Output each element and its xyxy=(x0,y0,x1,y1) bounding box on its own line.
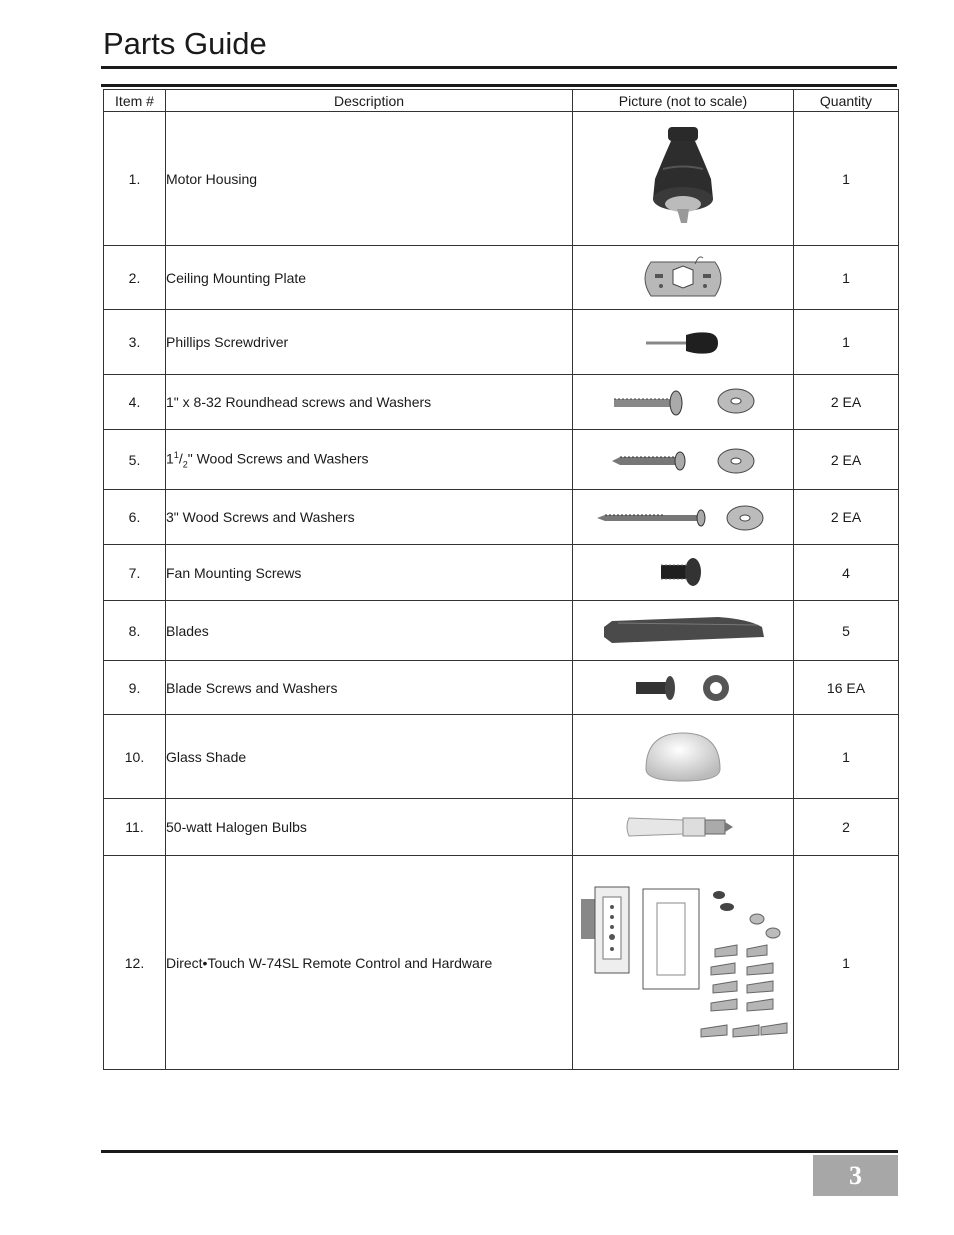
blade-screw-washer-image xyxy=(628,671,738,705)
table-row xyxy=(104,601,899,661)
table-row xyxy=(104,375,899,430)
long-wood-screw-washer-image xyxy=(593,500,773,534)
item-picture xyxy=(573,112,794,246)
item-picture xyxy=(573,856,794,1070)
item-picture xyxy=(573,310,794,375)
bottom-rule xyxy=(101,1150,898,1153)
item-quantity: 1 xyxy=(794,856,899,1070)
item-number: 12. xyxy=(104,856,166,1070)
item-picture xyxy=(573,430,794,490)
blade-image xyxy=(598,613,768,649)
item-quantity: 16 EA xyxy=(794,661,899,715)
item-description: 50-watt Halogen Bulbs xyxy=(166,799,573,856)
table-row xyxy=(104,715,899,799)
item-description: $1^1/_2$" Wood Screws and Washers xyxy=(166,430,573,490)
item-number: 7. xyxy=(104,545,166,601)
page-number: 3 xyxy=(813,1155,898,1196)
table-row xyxy=(104,661,899,715)
header-item: Item # xyxy=(104,90,166,112)
table-row xyxy=(104,246,899,310)
table-row xyxy=(104,112,899,246)
item-picture xyxy=(573,246,794,310)
header-quantity: Quantity xyxy=(794,90,899,112)
motor-housing-image xyxy=(633,119,733,239)
page-title: Parts Guide xyxy=(103,26,267,61)
item-number: 5. xyxy=(104,430,166,490)
item-number: 11. xyxy=(104,799,166,856)
item-quantity: 1 xyxy=(794,310,899,375)
item-quantity: 1 xyxy=(794,246,899,310)
item-description: Blade Screws and Washers xyxy=(166,661,573,715)
item-picture xyxy=(573,545,794,601)
table-header-row xyxy=(104,90,899,112)
item-number: 1. xyxy=(104,112,166,246)
mounting-plate-image xyxy=(633,252,733,304)
item-quantity: 1 xyxy=(794,715,899,799)
table-row xyxy=(104,856,899,1070)
item-number: 9. xyxy=(104,661,166,715)
top-rule-secondary xyxy=(101,84,897,87)
remote-control-hardware-image xyxy=(577,883,789,1043)
table-row xyxy=(104,310,899,375)
item-description: Ceiling Mounting Plate xyxy=(166,246,573,310)
item-quantity: 2 EA xyxy=(794,490,899,545)
item-description: Motor Housing xyxy=(166,112,573,246)
item-picture xyxy=(573,715,794,799)
table-row xyxy=(104,490,899,545)
item-quantity: 2 xyxy=(794,799,899,856)
item-quantity: 2 EA xyxy=(794,375,899,430)
parts-table xyxy=(103,89,899,1070)
item-description: 1" x 8-32 Roundhead screws and Washers xyxy=(166,375,573,430)
item-description: Fan Mounting Screws xyxy=(166,545,573,601)
item-description: Direct•Touch W-74SL Remote Control and Hardware xyxy=(166,856,573,1070)
item-number: 4. xyxy=(104,375,166,430)
header-description: Description xyxy=(166,90,573,112)
wood-screw-washer-image xyxy=(608,443,758,477)
item-quantity: 1 xyxy=(794,112,899,246)
item-quantity: 4 xyxy=(794,545,899,601)
item-picture xyxy=(573,375,794,430)
item-picture xyxy=(573,601,794,661)
fan-mounting-screw-image xyxy=(653,553,713,593)
roundhead-screw-washer-image xyxy=(608,385,758,419)
item-description: Phillips Screwdriver xyxy=(166,310,573,375)
item-description: Glass Shade xyxy=(166,715,573,799)
item-picture xyxy=(573,799,794,856)
glass-shade-image xyxy=(638,725,728,789)
table-row xyxy=(104,799,899,856)
header-picture: Picture (not to scale) xyxy=(573,90,794,112)
item-number: 10. xyxy=(104,715,166,799)
item-description: 3" Wood Screws and Washers xyxy=(166,490,573,545)
item-picture xyxy=(573,490,794,545)
item-number: 8. xyxy=(104,601,166,661)
item-number: 3. xyxy=(104,310,166,375)
item-quantity: 5 xyxy=(794,601,899,661)
top-rule xyxy=(101,66,897,69)
halogen-bulb-image xyxy=(623,810,743,844)
table-row xyxy=(104,545,899,601)
item-description: Blades xyxy=(166,601,573,661)
item-number: 6. xyxy=(104,490,166,545)
table-row xyxy=(104,430,899,490)
item-quantity: 2 EA xyxy=(794,430,899,490)
item-picture xyxy=(573,661,794,715)
screwdriver-image xyxy=(638,327,728,357)
item-number: 2. xyxy=(104,246,166,310)
